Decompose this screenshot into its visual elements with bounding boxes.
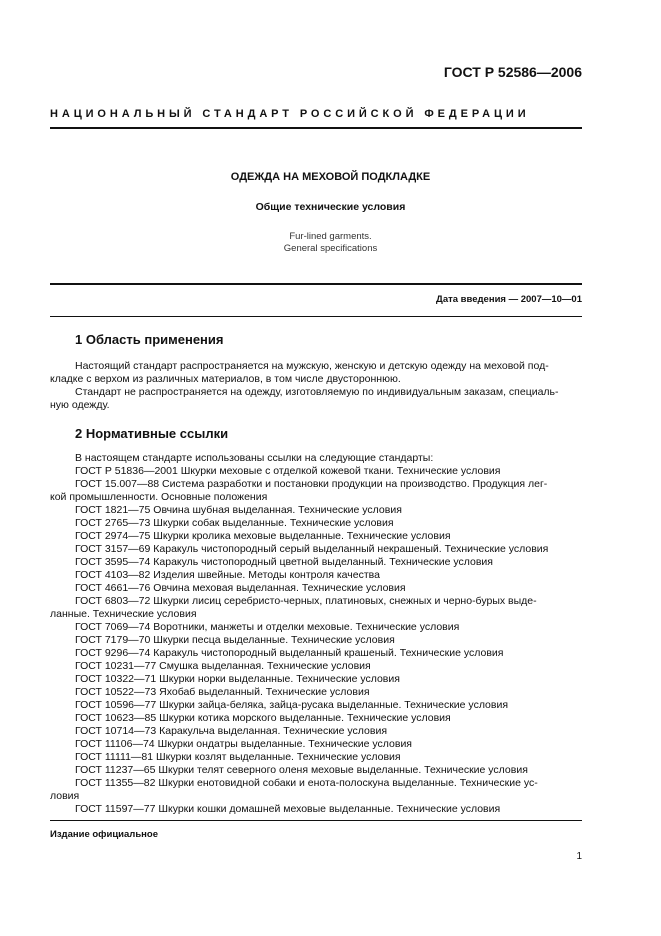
reference-title: Смушка выделанная. Технические условия — [159, 660, 371, 672]
reference-title: Шкурки котика морского выделанные. Технические условия — [159, 712, 451, 724]
reference-title: Шкурки зайца-беляка, зайца-русака выделанные. Технические условия — [159, 699, 509, 711]
reference-title: Овчина шубная выделанная. Технические условия — [153, 504, 402, 516]
reference-item — [50, 725, 582, 738]
top-rule — [50, 127, 582, 129]
reference-item — [50, 595, 582, 608]
reference-item — [50, 530, 582, 543]
reference-title: Шкурки лисиц серебристо-черных, платиновых, снежных и черно-бурых выде- — [153, 595, 537, 607]
reference-code: ГОСТ 7179—70 — [75, 634, 151, 646]
reference-item — [50, 673, 582, 686]
reference-continuation: кой промышленности. Основные положения — [50, 491, 268, 503]
reference-title: Воротники, манжеты и отделки меховые. Технические условия — [153, 621, 460, 633]
reference-title: Каракуль чистопородный серый выделанный некрашеный. Технические условия — [153, 543, 549, 555]
reference-item — [50, 517, 582, 530]
reference-code: ГОСТ 4103—82 — [75, 569, 151, 581]
reference-item — [50, 699, 582, 712]
reference-title: Шкурки меховые с отделкой кожевой ткани. Технические условия — [180, 465, 501, 477]
page-number: 1 — [576, 851, 582, 862]
reference-code: ГОСТ 2974—75 — [75, 530, 151, 542]
section-1-paragraph-2 — [50, 386, 582, 412]
paragraph-line: Стандарт не распространяется на одежду, изготовляемую по индивидуальным заказам, специаль- — [75, 386, 559, 398]
intro-text: В настоящем стандарте использованы ссылки на следующие стандарты: — [75, 452, 434, 464]
reference-item — [50, 556, 582, 569]
document-id: ГОСТ Р 52586—2006 — [443, 64, 582, 80]
reference-code: ГОСТ 11355—82 — [75, 777, 156, 789]
reference-item — [50, 738, 582, 751]
reference-code: ГОСТ 11111—81 — [75, 751, 154, 763]
reference-title: Система разработки и постановки продукции на производство. Продукция лег- — [162, 478, 548, 490]
reference-code: ГОСТ 11597—77 — [75, 803, 156, 815]
reference-code: ГОСТ 6803—72 — [75, 595, 151, 607]
reference-item — [50, 777, 582, 790]
section-1-paragraph-1 — [50, 360, 582, 386]
reference-title: Шкурки козлят выделанные. Технические условия — [156, 751, 401, 763]
section-2-heading: 2 Нормативные ссылки — [75, 426, 229, 441]
english-title-line1: Fur-lined garments. — [289, 231, 372, 242]
reference-title: Шкурки норки выделанные. Технические условия — [159, 673, 400, 685]
section-2-intro — [50, 452, 582, 465]
paragraph-line: ную одежду. — [50, 399, 110, 411]
reference-code: ГОСТ 10623—85 — [75, 712, 157, 724]
reference-title: Шкурки кролика меховые выделанные. Технические условия — [153, 530, 451, 542]
reference-code: ГОСТ 10714—73 — [75, 725, 157, 737]
standard-banner: НАЦИОНАЛЬНЫЙ СТАНДАРТ РОССИЙСКОЙ ФЕДЕРАЦИИ — [50, 108, 530, 120]
publication-note: Издание официальное — [50, 829, 158, 840]
paragraph-line: Настоящий стандарт распространяется на мужскую, женскую и детскую одежду на меховой под- — [75, 360, 549, 372]
reference-code: ГОСТ 2765—73 — [75, 517, 151, 529]
reference-item — [50, 686, 582, 699]
reference-title: Каракульча выделанная. Технические условия — [159, 725, 388, 737]
reference-code: ГОСТ 11106—74 — [75, 738, 155, 750]
reference-continuation: ланные. Технические условия — [50, 608, 197, 620]
reference-title: Каракуль чистопородный выделанный крашеный. Технические условия — [153, 647, 504, 659]
section-1-heading: 1 Область применения — [75, 332, 224, 347]
reference-code: ГОСТ 15.007—88 — [75, 478, 160, 490]
reference-code: ГОСТ 10522—73 — [75, 686, 157, 698]
reference-item — [50, 634, 582, 647]
reference-title: Шкурки ондатры выделанные. Технические условия — [157, 738, 412, 750]
date-rule — [50, 316, 582, 317]
reference-title: Шкурки телят северного оленя меховые выделанные. Технические условия — [158, 764, 528, 776]
reference-code: ГОСТ 4661—76 — [75, 582, 151, 594]
reference-code: ГОСТ Р 51836—2001 — [75, 465, 178, 477]
reference-continuation: ловия — [50, 790, 80, 802]
reference-item — [50, 751, 582, 764]
reference-code: ГОСТ 10322—71 — [75, 673, 157, 685]
reference-title: Шкурки енотовидной собаки и енота-полоскуна выделанные. Технические ус- — [158, 777, 538, 789]
reference-title: Овчина меховая выделанная. Технические условия — [153, 582, 406, 594]
english-title-line2: General specifications — [283, 243, 378, 254]
reference-item — [50, 504, 582, 517]
reference-item — [50, 569, 582, 582]
reference-code: ГОСТ 11237—65 — [75, 764, 156, 776]
reference-code: ГОСТ 9296—74 — [75, 647, 151, 659]
reference-title: Яхобаб выделанный. Технические условия — [159, 686, 370, 698]
reference-title: Каракуль чистопородный цветной выделанный. Технические условия — [153, 556, 493, 568]
reference-item — [50, 803, 582, 816]
reference-item — [50, 660, 582, 673]
reference-title: Шкурки песца выделанные. Технические условия — [153, 634, 395, 646]
reference-code: ГОСТ 10596—77 — [75, 699, 157, 711]
reference-item — [50, 543, 582, 556]
document-subtitle: Общие технические условия — [255, 201, 406, 213]
reference-item — [50, 647, 582, 660]
reference-code: ГОСТ 3157—69 — [75, 543, 151, 555]
reference-item — [50, 764, 582, 777]
reference-title: Шкурки собак выделанные. Технические условия — [153, 517, 394, 529]
reference-code: ГОСТ 7069—74 — [75, 621, 151, 633]
footer-rule — [50, 820, 582, 821]
document-title: ОДЕЖДА НА МЕХОВОЙ ПОДКЛАДКЕ — [230, 171, 431, 183]
reference-code: ГОСТ 10231—77 — [75, 660, 157, 672]
reference-item — [50, 621, 582, 634]
reference-code: ГОСТ 3595—74 — [75, 556, 151, 568]
paragraph-line: кладке с верхом из различных материалов, в том числе двустороннюю. — [50, 373, 401, 385]
reference-title: Шкурки кошки домашней меховые выделанные. Технические условия — [158, 803, 501, 815]
title-rule — [50, 283, 582, 285]
reference-item — [50, 465, 582, 478]
introduction-date: Дата введения — 2007—10—01 — [436, 294, 582, 305]
reference-item — [50, 582, 582, 595]
reference-item — [50, 712, 582, 725]
reference-code: ГОСТ 1821—75 — [75, 504, 151, 516]
reference-title: Изделия швейные. Методы контроля качества — [153, 569, 380, 581]
reference-item — [50, 478, 582, 491]
